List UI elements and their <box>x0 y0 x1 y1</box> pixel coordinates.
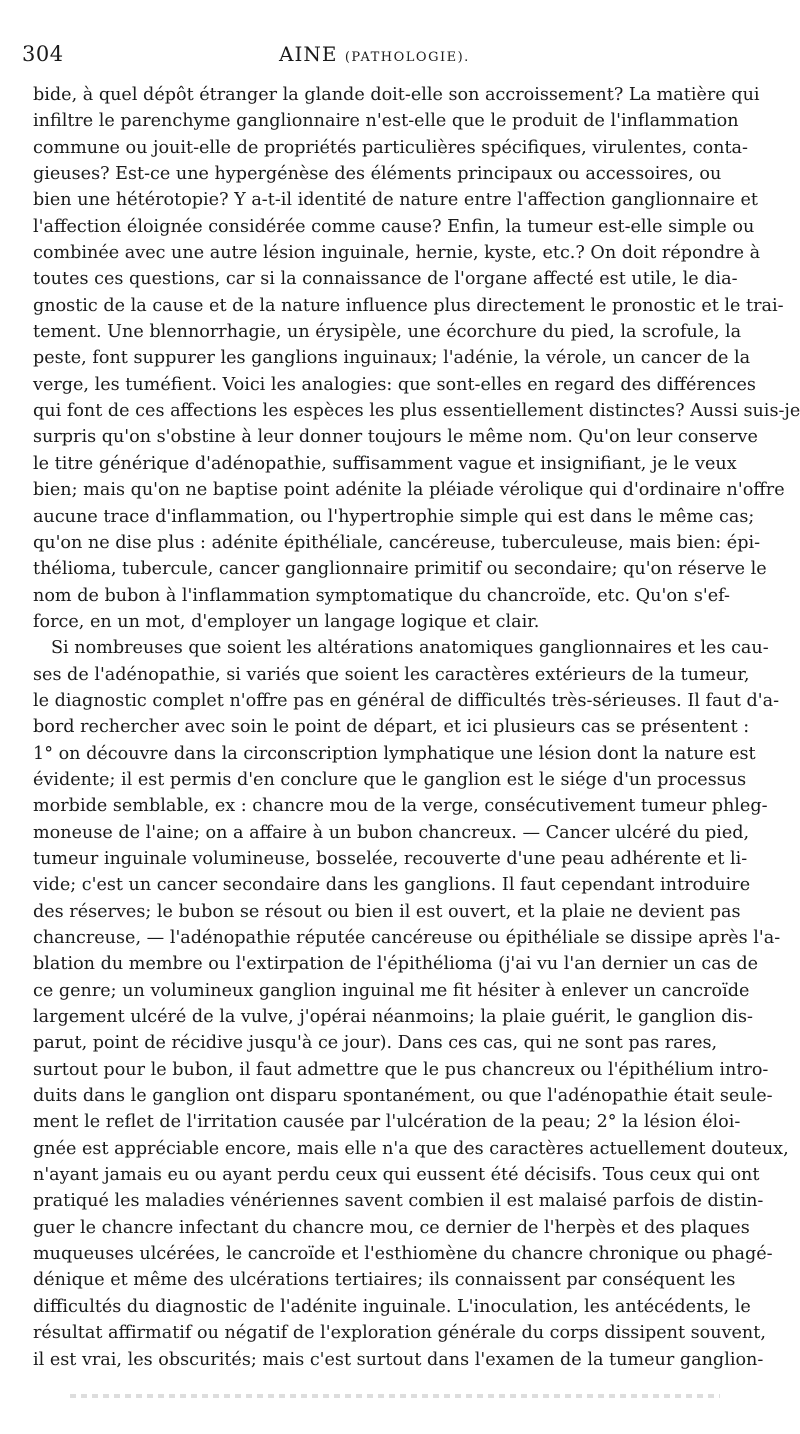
text-line: qu'on ne dise plus : adénite épithéliale, cancéreuse, tuberculeuse, mais bien: épi- <box>33 532 761 553</box>
text-line: Si nombreuses que soient les altérations anatomiques ganglionnaires et les cau- <box>51 638 769 659</box>
text-line: résultat affirmatif ou négatif de l'exploration générale du corps dissipent souvent, <box>33 1323 766 1344</box>
text-line: bord rechercher avec soin le point de départ, et ici plusieurs cas se présentent : <box>33 717 750 738</box>
text-line: guer le chancre infectant du chancre mou, ce dernier de l'herpès et des plaques <box>33 1217 750 1238</box>
text-line: évidente; il est permis d'en conclure que le ganglion est le siége d'un processus <box>33 769 747 790</box>
text-line: gnée est appréciable encore, mais elle n'a que des caractères actuellement douteux, <box>33 1138 789 1159</box>
text-line: toutes ces questions, car si la connaissance de l'organe affecté est utile, le dia- <box>33 269 738 290</box>
text-line: aucune trace d'inflammation, ou l'hypertrophie simple qui est dans le même cas; <box>33 506 755 527</box>
text-line: vide; c'est un cancer secondaire dans les ganglions. Il faut cependant introduire <box>33 875 751 896</box>
text-line: commune ou jouit-elle de propriétés particulières spécifiques, virulentes, conta- <box>33 137 748 158</box>
text-line: chancreuse, — l'adénopathie réputée cancéreuse ou épithéliale se dissipe après l'a- <box>33 928 781 948</box>
text-line: force, en un mot, d'employer un langage logique et clair. <box>33 611 540 632</box>
text-line: moneuse de l'aine; on a affaire à un bubon chancreux. — Cancer ulcéré du pied, <box>33 822 750 843</box>
text-line: le diagnostic complet n'offre pas en général de difficultés très-sérieuses. Il faut d'a- <box>33 690 780 711</box>
text-line: gieuses? Est-ce une hypergénèse des éléments principaux ou accessoires, ou <box>33 164 722 185</box>
text-line: difficultés du diagnostic de l'adénite inguinale. L'inoculation, les antécédents, le <box>33 1296 751 1317</box>
text-line: ses de l'adénopathie, si variés que soient les caractères extérieurs de la tumeur, <box>33 664 750 685</box>
text-line: pratiqué les maladies vénériennes savent combien il est malaisé parfois de distin- <box>33 1191 764 1212</box>
running-head-title: AINE <box>279 42 338 66</box>
text-line: parut, point de récidive jusqu'à ce jour). Dans ces cas, qui ne sont pas rares, <box>33 1033 718 1054</box>
text-line: le titre générique d'adénopathie, suffisamment vague et insignifiant, je le veux <box>33 453 737 474</box>
body-text <box>33 82 800 1373</box>
text-line: infiltre le parenchyme ganglionnaire n'est-elle que le produit de l'inflammation <box>33 111 739 132</box>
page-header <box>22 42 722 72</box>
text-line: gnostic de la cause et de la nature influence plus directement le pronostic et le trai- <box>33 295 784 316</box>
text-line: tumeur inguinale volumineuse, bosselée, recouverte d'une peau adhérente et li- <box>33 848 748 869</box>
bleed-through-line <box>70 1394 720 1398</box>
text-line: surtout pour le bubon, il faut admettre que le pus chancreux ou l'épithélium intro- <box>33 1059 769 1080</box>
text-line: peste, font suppurer les ganglions inguinaux; l'adénie, la vérole, un cancer de la <box>33 348 751 369</box>
text-line: ce genre; un volumineux ganglion inguinal me fit hésiter à enlever un cancroïde <box>33 980 750 1001</box>
text-line: muqueuses ulcérées, le cancroïde et l'esthiomène du chancre chronique ou phagé- <box>33 1244 773 1265</box>
text-line: ment le reflet de l'irritation causée par l'ulcération de la peau; 2° la lésion éloi- <box>33 1112 741 1133</box>
text-line: surpris qu'on s'obstine à leur donner toujours le même nom. Qu'on leur conserve <box>33 427 758 448</box>
text-line: bide, à quel dépôt étranger la glande doit-elle son accroissement? La matière qui <box>33 85 760 105</box>
text-line: des réserves; le bubon se résout ou bien il est ouvert, et la plaie ne devient pas <box>33 901 741 922</box>
text-line: dénique et même des ulcérations tertiaires; ils connaissent par conséquent les <box>33 1270 736 1291</box>
text-line: duits dans le ganglion ont disparu spontanément, ou que l'adénopathie était seule- <box>33 1086 773 1107</box>
text-line: largement ulcéré de la vulve, j'opérai néanmoins; la plaie guérit, le ganglion dis- <box>33 1007 753 1028</box>
running-head-subtitle: (PATHOLOGIE). <box>344 50 470 65</box>
text-line: il est vrai, les obscurités; mais c'est surtout dans l'examen de la tumeur ganglion- <box>33 1349 764 1370</box>
text-line: nom de bubon à l'inflammation symptomatique du chancroïde, etc. Qu'on s'ef- <box>33 585 730 606</box>
text-line: n'ayant jamais eu ou ayant perdu ceux qui eussent été décisifs. Tous ceux qui ont <box>33 1165 760 1186</box>
text-line: bien une hétérotopie? Y a-t-il identité de nature entre l'affection ganglionnaire et <box>33 190 758 211</box>
text-line: morbide semblable, ex : chancre mou de la verge, consécutivement tumeur phleg- <box>33 796 768 817</box>
text-line: 1° on découvre dans la circonscription lymphatique une lésion dont la nature est <box>33 743 756 764</box>
text-line: qui font de ces affections les espèces les plus essentiellement distinctes? Aussi suis-je <box>33 401 800 422</box>
text-line: blation du membre ou l'extirpation de l'épithélioma (j'ai vu l'an dernier un cas de <box>33 954 759 975</box>
text-line: l'affection éloignée considérée comme cause? Enfin, la tumeur est-elle simple ou <box>33 216 755 237</box>
text-line: verge, les tuméfient. Voici les analogies: que sont-elles en regard des différences <box>33 374 756 395</box>
text-line: tement. Une blennorrhagie, un érysipèle, une écorchure du pied, la scrofule, la <box>33 322 742 343</box>
text-line: combinée avec une autre lésion inguinale, hernie, kyste, etc.? On doit répondre à <box>33 243 761 264</box>
text-line: bien; mais qu'on ne baptise point adénite la pléiade vérolique qui d'ordinaire n'offre <box>33 480 785 501</box>
page-number: 304 <box>22 42 64 66</box>
running-head <box>279 42 470 66</box>
text-line: thélioma, tubercule, cancer ganglionnaire primitif ou secondaire; qu'on réserve le <box>33 559 767 580</box>
